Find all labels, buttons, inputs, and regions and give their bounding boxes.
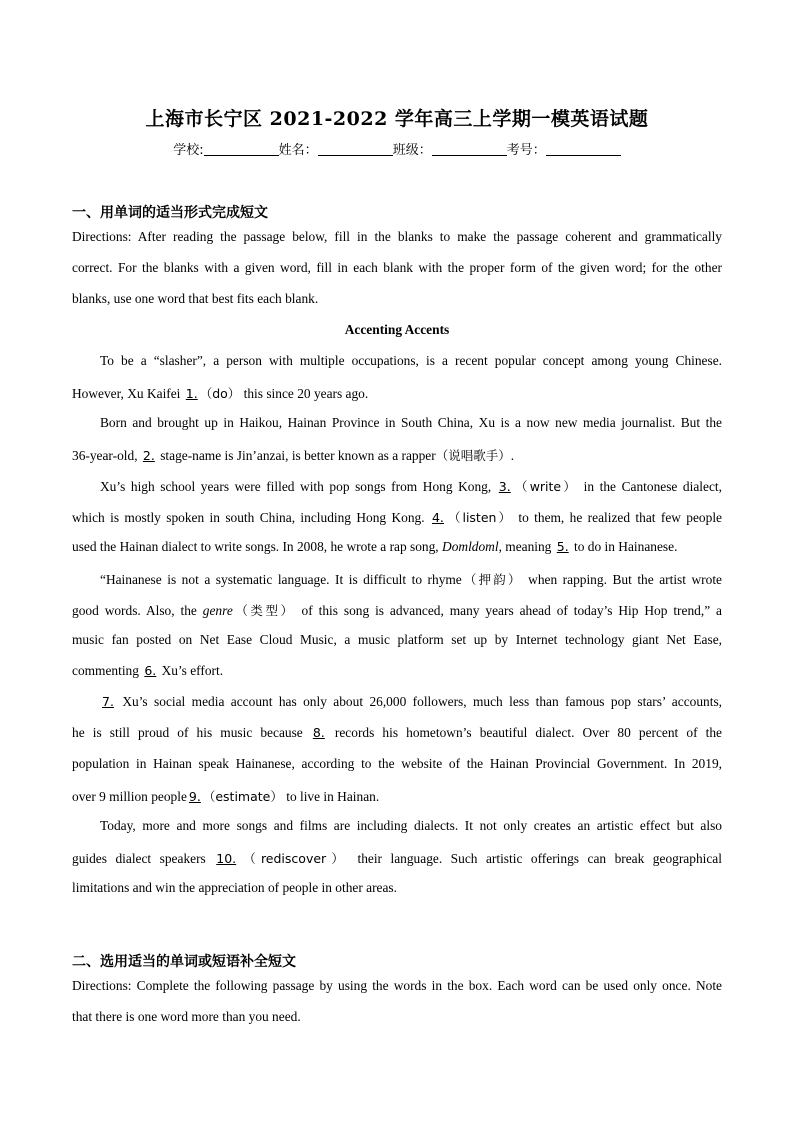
paragraph-line bbox=[72, 663, 722, 679]
blank-2[interactable]: 2. bbox=[142, 448, 155, 463]
exam-no-field[interactable] bbox=[546, 142, 621, 156]
text-segment: Xu’s high school years were filled with pop songs from Hong Kong, bbox=[100, 479, 492, 494]
text-segment: to do in Hainanese. bbox=[570, 539, 678, 554]
section1-directions-line: Directions: After reading the passage below, fill in the blanks to make the passage coherent and grammatically bbox=[72, 229, 722, 244]
text-segment: when rapping. But the artist wrote bbox=[522, 572, 722, 587]
paragraph-line: To be a “slasher”, a person with multiple occupations, is a recent popular concept among young Chinese. bbox=[100, 353, 722, 368]
blank-9[interactable]: 9. bbox=[188, 789, 201, 804]
text-segment: “Hainanese is not a systematic language. It is difficult to rhyme bbox=[100, 572, 462, 587]
text-segment: he is still proud of his music because bbox=[72, 725, 303, 740]
section1-directions-line: blanks, use one word that best fits each blank. bbox=[72, 291, 319, 306]
name-label: 姓名： bbox=[278, 143, 318, 158]
hint-9: （estimate） bbox=[202, 789, 283, 804]
text-segment: to them, he realized that few people bbox=[513, 510, 722, 525]
blank-1[interactable]: 1. bbox=[185, 386, 198, 401]
exam-no-label: 考号： bbox=[506, 143, 546, 158]
text-segment: , meaning bbox=[498, 539, 552, 554]
text-segment: Xu’s effort. bbox=[158, 663, 224, 678]
text-segment: stage-name is Jin’anzai, is better known as a rapper bbox=[156, 448, 436, 463]
passage-title: Accenting Accents bbox=[344, 322, 450, 337]
blank-10[interactable]: 10. bbox=[216, 851, 237, 866]
chinese-gloss: （押韵） bbox=[461, 572, 523, 587]
blank-6[interactable]: 6. bbox=[144, 663, 157, 678]
text-segment: in the Cantonese dialect, bbox=[578, 479, 722, 494]
paragraph-line bbox=[72, 446, 722, 464]
paragraph-line bbox=[100, 694, 722, 710]
class-field[interactable] bbox=[432, 142, 507, 156]
text-segment: Xu’s social media account has only about 26,000 followers, much less than famous pop stars’ accounts, bbox=[115, 694, 722, 709]
section1-directions-line: correct. For the blanks with a given word, fill in each blank with the proper form of the given word; for the other bbox=[72, 260, 722, 275]
text-segment: this since 20 years ago. bbox=[240, 386, 369, 401]
hint-3: （write） bbox=[512, 479, 579, 494]
name-field[interactable] bbox=[318, 142, 393, 156]
paragraph-line bbox=[100, 477, 722, 495]
text-segment: to live in Hainan. bbox=[282, 789, 380, 804]
paragraph-line bbox=[72, 849, 722, 867]
paragraph-line bbox=[100, 570, 722, 588]
text-segment: . bbox=[510, 448, 515, 463]
section2-directions-line: that there is one word more than you need. bbox=[72, 1009, 301, 1024]
text-segment: guides dialect speakers bbox=[72, 851, 206, 866]
text-segment: commenting bbox=[72, 663, 139, 678]
paragraph-line: population in Hainan speak Hainanese, according to the website of the Hainan Provincial Government. In 2019, bbox=[72, 756, 722, 771]
school-field[interactable] bbox=[204, 142, 279, 156]
text-segment: records his hometown’s beautiful dialect. Over 80 percent of the bbox=[326, 725, 722, 740]
italic-word: genre bbox=[202, 603, 233, 618]
text-segment: used the Hainan dialect to write songs. In 2008, he wrote a rap song, bbox=[72, 539, 439, 554]
page-title: 上海市长宁区 2021-2022 学年高三上学期一模英语试题 bbox=[145, 108, 649, 130]
blank-5[interactable]: 5. bbox=[556, 539, 569, 554]
section2-directions-line: Directions: Complete the following passage by using the words in the box. Each word can be used only once. Note bbox=[72, 978, 722, 993]
song-title: Domldoml bbox=[442, 539, 499, 554]
text-segment: of this song is advanced, many years ahead of today’s Hip Hop trend,” a bbox=[295, 603, 722, 618]
hint-1: （do） bbox=[199, 386, 241, 401]
school-label: 学校: bbox=[173, 143, 204, 158]
paragraph-line bbox=[72, 787, 722, 805]
text-segment: good words. Also, the bbox=[72, 603, 197, 618]
paragraph-line bbox=[72, 508, 722, 526]
paragraph-line bbox=[72, 725, 722, 741]
text-segment: over 9 million people bbox=[72, 789, 187, 804]
section2-heading: 二、选用适当的单词或短语补全短文 bbox=[72, 954, 296, 970]
blank-7[interactable]: 7. bbox=[102, 694, 114, 709]
blank-8[interactable]: 8. bbox=[312, 725, 325, 740]
text-segment: which is mostly spoken in south China, including Hong Kong. bbox=[72, 510, 425, 525]
section1-heading: 一、用单词的适当形式完成短文 bbox=[72, 205, 268, 221]
paragraph-line bbox=[72, 601, 722, 619]
paragraph-line: music fan posted on Net Ease Cloud Music, a music platform set up by Internet technology giant Net Ease, bbox=[72, 632, 722, 647]
chinese-gloss: （类型） bbox=[232, 603, 296, 618]
blank-4[interactable]: 4. bbox=[431, 510, 444, 525]
text-segment: 36-year-old, bbox=[72, 448, 138, 463]
blank-3[interactable]: 3. bbox=[498, 479, 511, 494]
student-info-line bbox=[0, 139, 794, 158]
hint-4: （listen） bbox=[445, 510, 513, 525]
paragraph-line: Born and brought up in Haikou, Hainan Province in South China, Xu is a now new media journalist. But the bbox=[100, 415, 722, 430]
class-label: 班级： bbox=[392, 143, 432, 158]
text-segment: their language. Such artistic offerings can break geographical bbox=[348, 851, 722, 866]
chinese-gloss: （说唱歌手） bbox=[435, 448, 511, 463]
paragraph-line: limitations and win the appreciation of people in other areas. bbox=[72, 880, 397, 895]
paragraph-line bbox=[72, 384, 722, 402]
paragraph-line bbox=[72, 539, 722, 555]
hint-10: （rediscover） bbox=[238, 851, 349, 866]
paragraph-line: Today, more and more songs and films are including dialects. It not only creates an artistic effect but also bbox=[100, 818, 722, 833]
text-segment: However, Xu Kaifei bbox=[72, 386, 181, 401]
